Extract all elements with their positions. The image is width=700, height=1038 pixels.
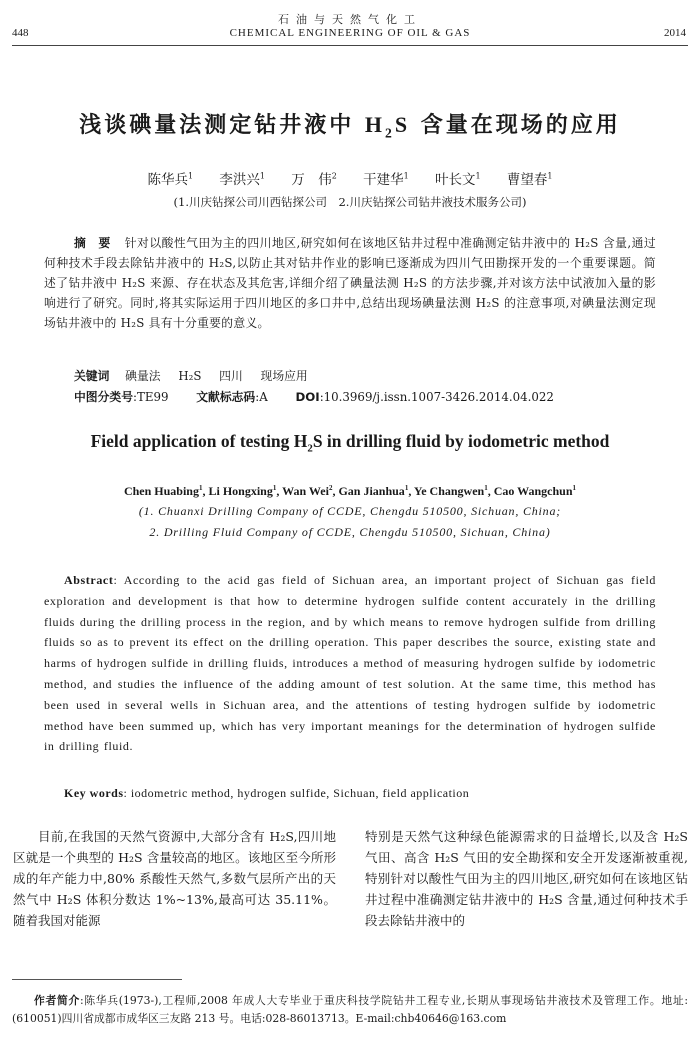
paper-title-cn: 浅谈碘量法测定钻井液中 $H_2S$ 含量在现场的应用 [79, 112, 621, 141]
body-paragraph: 特别是天然气这种绿色能源需求的日益增长,以及含 H₂S 气田、高含 H₂S 气田的安全勘探和安全开发逐渐被重视,特别针对以酸性气田为主的四川地区,研究如何在该地区钻井过程中准确测定钻井液中的 H₂S 含量,通过何种技术手段去除钻井液中的 [365, 829, 688, 928]
body-paragraph: 目前,在我国的天然气资源中,大部分含有 H₂S,四川地区就是一个典型的 H₂S 含量较高的地区。该地区至今所形成的年产能力中,80% 系酸性天然气,多数气层所产出的天然气中 H₂S 体积分数达 1%~13%,最高可达 35.11%。随着我国对能源 [13, 829, 336, 928]
classification-row [74, 388, 554, 405]
abstract-cn-label: 摘 要 [74, 236, 111, 250]
journal-name-en: CHEMICAL ENGINEERING OF OIL & GAS [229, 27, 471, 39]
body-column-left [13, 826, 336, 931]
body-column-right [365, 826, 688, 931]
author-cn: 李洪兴$^1$ [219, 171, 265, 188]
affiliation-en-2: 2. Drilling Fluid Company of CCDE, Chengdu 510500, Sichuan, China) [149, 525, 551, 539]
keywords-en-label: Key words [64, 786, 124, 800]
author-footnote [12, 992, 688, 1028]
author-en: Chen Huabing$^1$ [123, 484, 203, 498]
abstract-en [44, 570, 656, 757]
keywords-en [64, 786, 469, 801]
page-number: 448 [12, 27, 29, 39]
journal-name-cn: 石油与天然气化工 [278, 13, 422, 26]
doc-code-value: :A [255, 390, 268, 404]
authors-en: Chen Huabing$^1$, Li Hongxing$^1$, Wan Wei$^2$, Gan Jianhua$^1$, Ye Changwen$^1$, Cao Wangchun$^1$ [123, 484, 577, 498]
author-en: Cao Wangchun$^1$ [493, 484, 577, 498]
header-rule [12, 45, 688, 46]
footnote-label: 作者简介 [34, 994, 80, 1007]
clc-label: 中图分类号 [74, 390, 133, 404]
doc-code-label: 文献标志码 [196, 390, 256, 404]
author-en: Ye Changwen$^1$ [413, 484, 488, 498]
author-cn: 叶长文$^1$ [435, 171, 481, 188]
abstract-en-text: : According to the acid gas field of Sichuan area, an important project of Sichuan gas field exploration and development is that how to determine hydrogen sulfide content accurately in the drilling fluids during the drilling process in the region, and by which means to remove hydrogen sulfide from drilling fluids so as to prevent its effect on the drilling operation. This paper describes the source, existing state and harms of hydrogen sulfide in drilling fluids, introduces a method of measuring hydrogen sulfide by iodometric method, and studies the influence of the adding amount of test solution. At the same time, this method has been used in several wells in Sichuan area, and the attentions of testing hydrogen sulfide by iodometric method have been summed up, which has very important meanings for the determination of hydrogen sulfide in drilling fluid. [44, 573, 656, 754]
keyword-cn: 现场应用 [260, 369, 308, 383]
author-en: Li Hongxing$^1$ [208, 484, 277, 498]
affiliation-en-1: (1. Chuanxi Drilling Company of CCDE, Chengdu 510500, Sichuan, China; [138, 504, 562, 518]
keyword-cn: 四川 [219, 369, 243, 383]
author-cn: 曹望春$^1$ [506, 171, 553, 188]
author-cn: 万 伟$^2$ [291, 171, 337, 188]
authors-cn [0, 168, 700, 188]
paper-title-en: Field application of testing $H_2S$ in drilling fluid by iodometric method [90, 431, 610, 455]
author-cn: 干建华$^1$ [363, 171, 409, 188]
clc-value: :TE99 [133, 390, 169, 404]
journal-year: 2014 [664, 27, 686, 39]
footnote-text: :陈华兵(1973-),工程师,2008 年成人大专毕业于重庆科技学院钻井工程专业,长期从事现场钻井液技术及管理工作。地址:(610051)四川省成都市成华区三友路 213 号。电话:028-86013713。E-mail:chb40646@163.com [12, 994, 689, 1025]
author-cn: 陈华兵$^1$ [147, 171, 194, 188]
keyword-cn: 碘量法 [125, 369, 161, 383]
doi-value[interactable]: :10.3969/j.issn.1007-3426.2014.04.022 [319, 390, 554, 404]
affiliations-cn: (1.川庆钻探公司川西钻探公司 2.川庆钻探公司钻井液技术服务公司) [173, 195, 527, 209]
author-en: Wan Wei$^2$ [282, 484, 333, 498]
keyword-cn: H₂S [178, 369, 202, 383]
footnote-rule [12, 979, 182, 980]
abstract-cn [44, 233, 656, 333]
keywords-en-text: : iodometric method, hydrogen sulfide, Sichuan, field application [123, 786, 470, 800]
doi-label: DOI [295, 390, 320, 404]
keywords-cn-label: 关键词 [74, 369, 110, 383]
abstract-en-label: Abstract [64, 573, 114, 587]
author-en: Gan Jianhua$^1$ [338, 484, 409, 498]
keywords-cn [74, 367, 322, 384]
abstract-cn-text: 针对以酸性气田为主的四川地区,研究如何在该地区钻井过程中准确测定钻井液中的 H₂S 含量,通过何种技术手段去除钻井液中的 H₂S,以防止其对钻井作业的影响已逐渐成为四川气田勘探开发的一个重要课题。简述了钻井液中 H₂S 来源、存在状态及其危害,详细介绍了碘量法测 H₂S 的方法步骤,并对该方法中试液加入量的影响进行了研究。同时,将其实际运用于四川地区的多口井中,总结出现场碘量法测 H₂S 的注意事项,对碘量法测定现场钻井液中的 H₂S 具有十分重要的意义。 [44, 236, 656, 330]
